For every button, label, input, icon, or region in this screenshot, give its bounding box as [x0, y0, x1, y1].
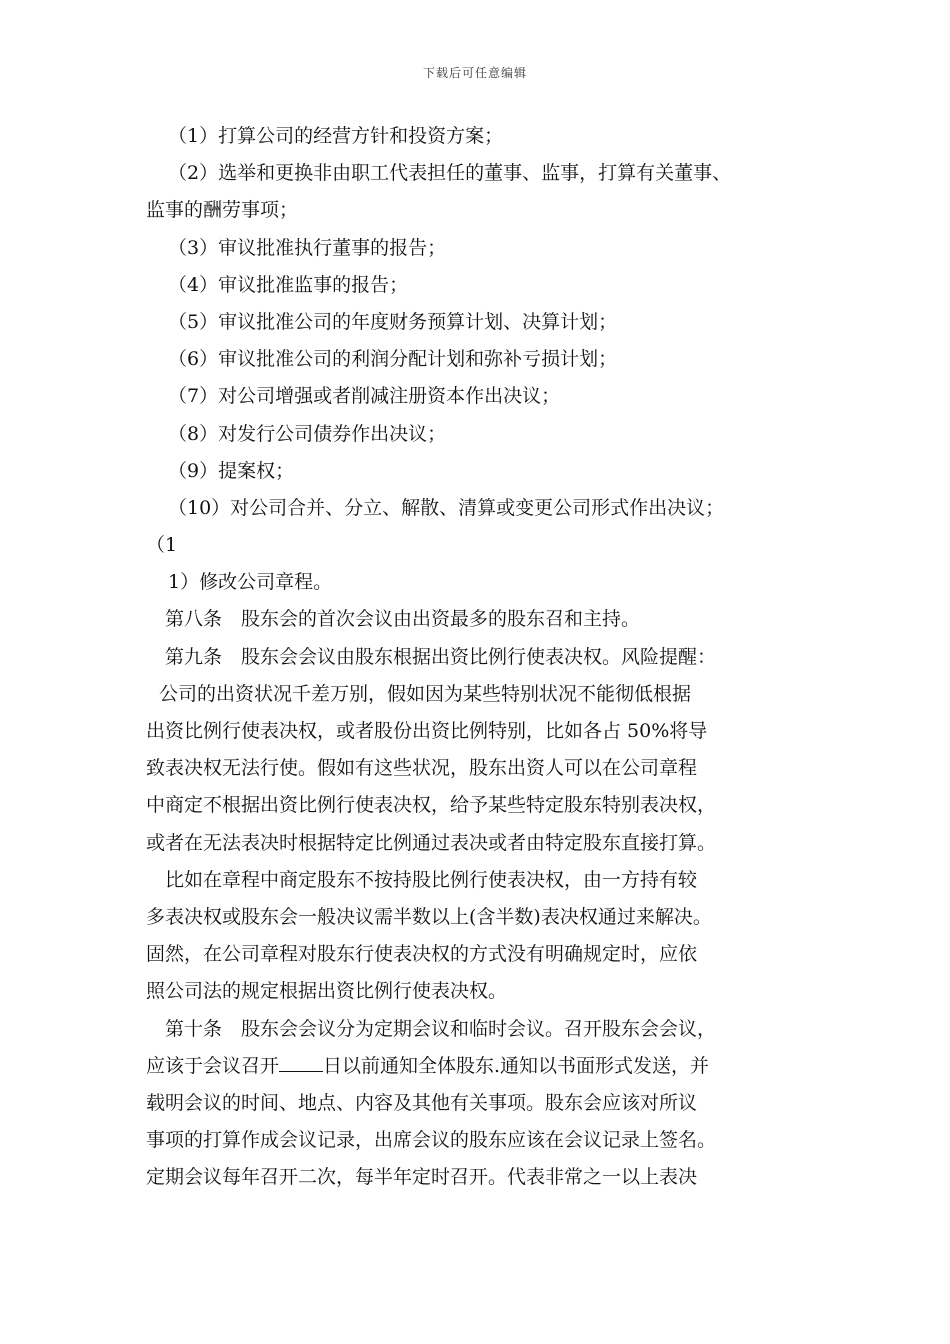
- text-segment: 应该于会议召开: [146, 1054, 280, 1077]
- document-body: [146, 118, 836, 1196]
- article-8: 第八条 股东会的首次会议由出资最多的股东召和主持。: [165, 608, 641, 631]
- text-line: 致表决权无法行使。假如有这些状况，股东出资人可以在公司章程: [146, 757, 698, 780]
- fill-in-blank: [279, 1053, 323, 1072]
- text-line: （1: [146, 534, 178, 557]
- page-header: 下载后可任意编辑: [422, 66, 527, 80]
- text-line: （6）审议批准公司的利润分配计划和弥补亏损计划；: [168, 348, 618, 371]
- text-line: 固然，在公司章程对股东行使表决权的方式没有明确规定时，应依: [146, 943, 698, 966]
- text-line: （1）打算公司的经营方针和投资方案；: [168, 125, 504, 147]
- text-line: （2）选举和更换非由职工代表担任的董事、监事，打算有关董事、: [168, 162, 732, 185]
- text-line: 定期会议每年召开二次，每半年定时召开。代表非常之一以上表决: [146, 1166, 698, 1189]
- text-line: （7）对公司增强或者削减注册资本作出决议；: [168, 385, 561, 408]
- text-line: （9）提案权；: [168, 459, 295, 482]
- text-line: 事项的打算作成会议记录，出席会议的股东应该在会议记录上签名。: [146, 1129, 717, 1152]
- article-10: 第十条 股东会会议分为定期会议和临时会议。召开股东会会议，: [165, 1017, 717, 1040]
- text-line: 监事的酬劳事项；: [146, 199, 299, 222]
- text-segment: 日以前通知全体股东.通知以书面形式发送，并: [323, 1054, 710, 1077]
- text-line: 中商定不根据出资比例行使表决权，给予某些特定股东特别表决权，: [146, 794, 717, 817]
- article-9: 第九条 股东会会议由股东根据出资比例行使表决权。风险提醒：: [165, 645, 717, 668]
- text-line: 或者在无法表决时根据特定比例通过表决或者由特定股东直接打算。: [146, 831, 717, 854]
- text-line: （3）审议批准执行董事的报告；: [168, 236, 447, 259]
- text-line: 比如在章程中商定股东不按持股比例行使表决权，由一方持有较: [165, 868, 698, 891]
- text-line: 多表决权或股东会一般决议需半数以上(含半数)表决权通过来解决。: [146, 905, 712, 928]
- text-line: 1）修改公司章程。: [168, 571, 333, 594]
- text-line: 照公司法的规定根据出资比例行使表决权。: [146, 980, 508, 1003]
- text-line: 公司的出资状况千差万别，假如因为某些特别状况不能彻低根据: [159, 682, 692, 705]
- text-line: （4）审议批准监事的报告；: [168, 273, 409, 296]
- text-line-with-blank: [146, 1048, 836, 1085]
- text-line: （10）对公司合并、分立、解散、清算或变更公司形式作出决议；: [168, 496, 725, 519]
- text-line: 出资比例行使表决权，或者股份出资比例特别，比如各占 50%将导: [146, 720, 708, 742]
- text-line: （5）审议批准公司的年度财务预算计划、决算计划；: [168, 310, 618, 333]
- text-line: 载明会议的时间、地点、内容及其他有关事项。股东会应该对所议: [146, 1091, 698, 1114]
- text-line: （8）对发行公司债券作出决议；: [168, 422, 447, 445]
